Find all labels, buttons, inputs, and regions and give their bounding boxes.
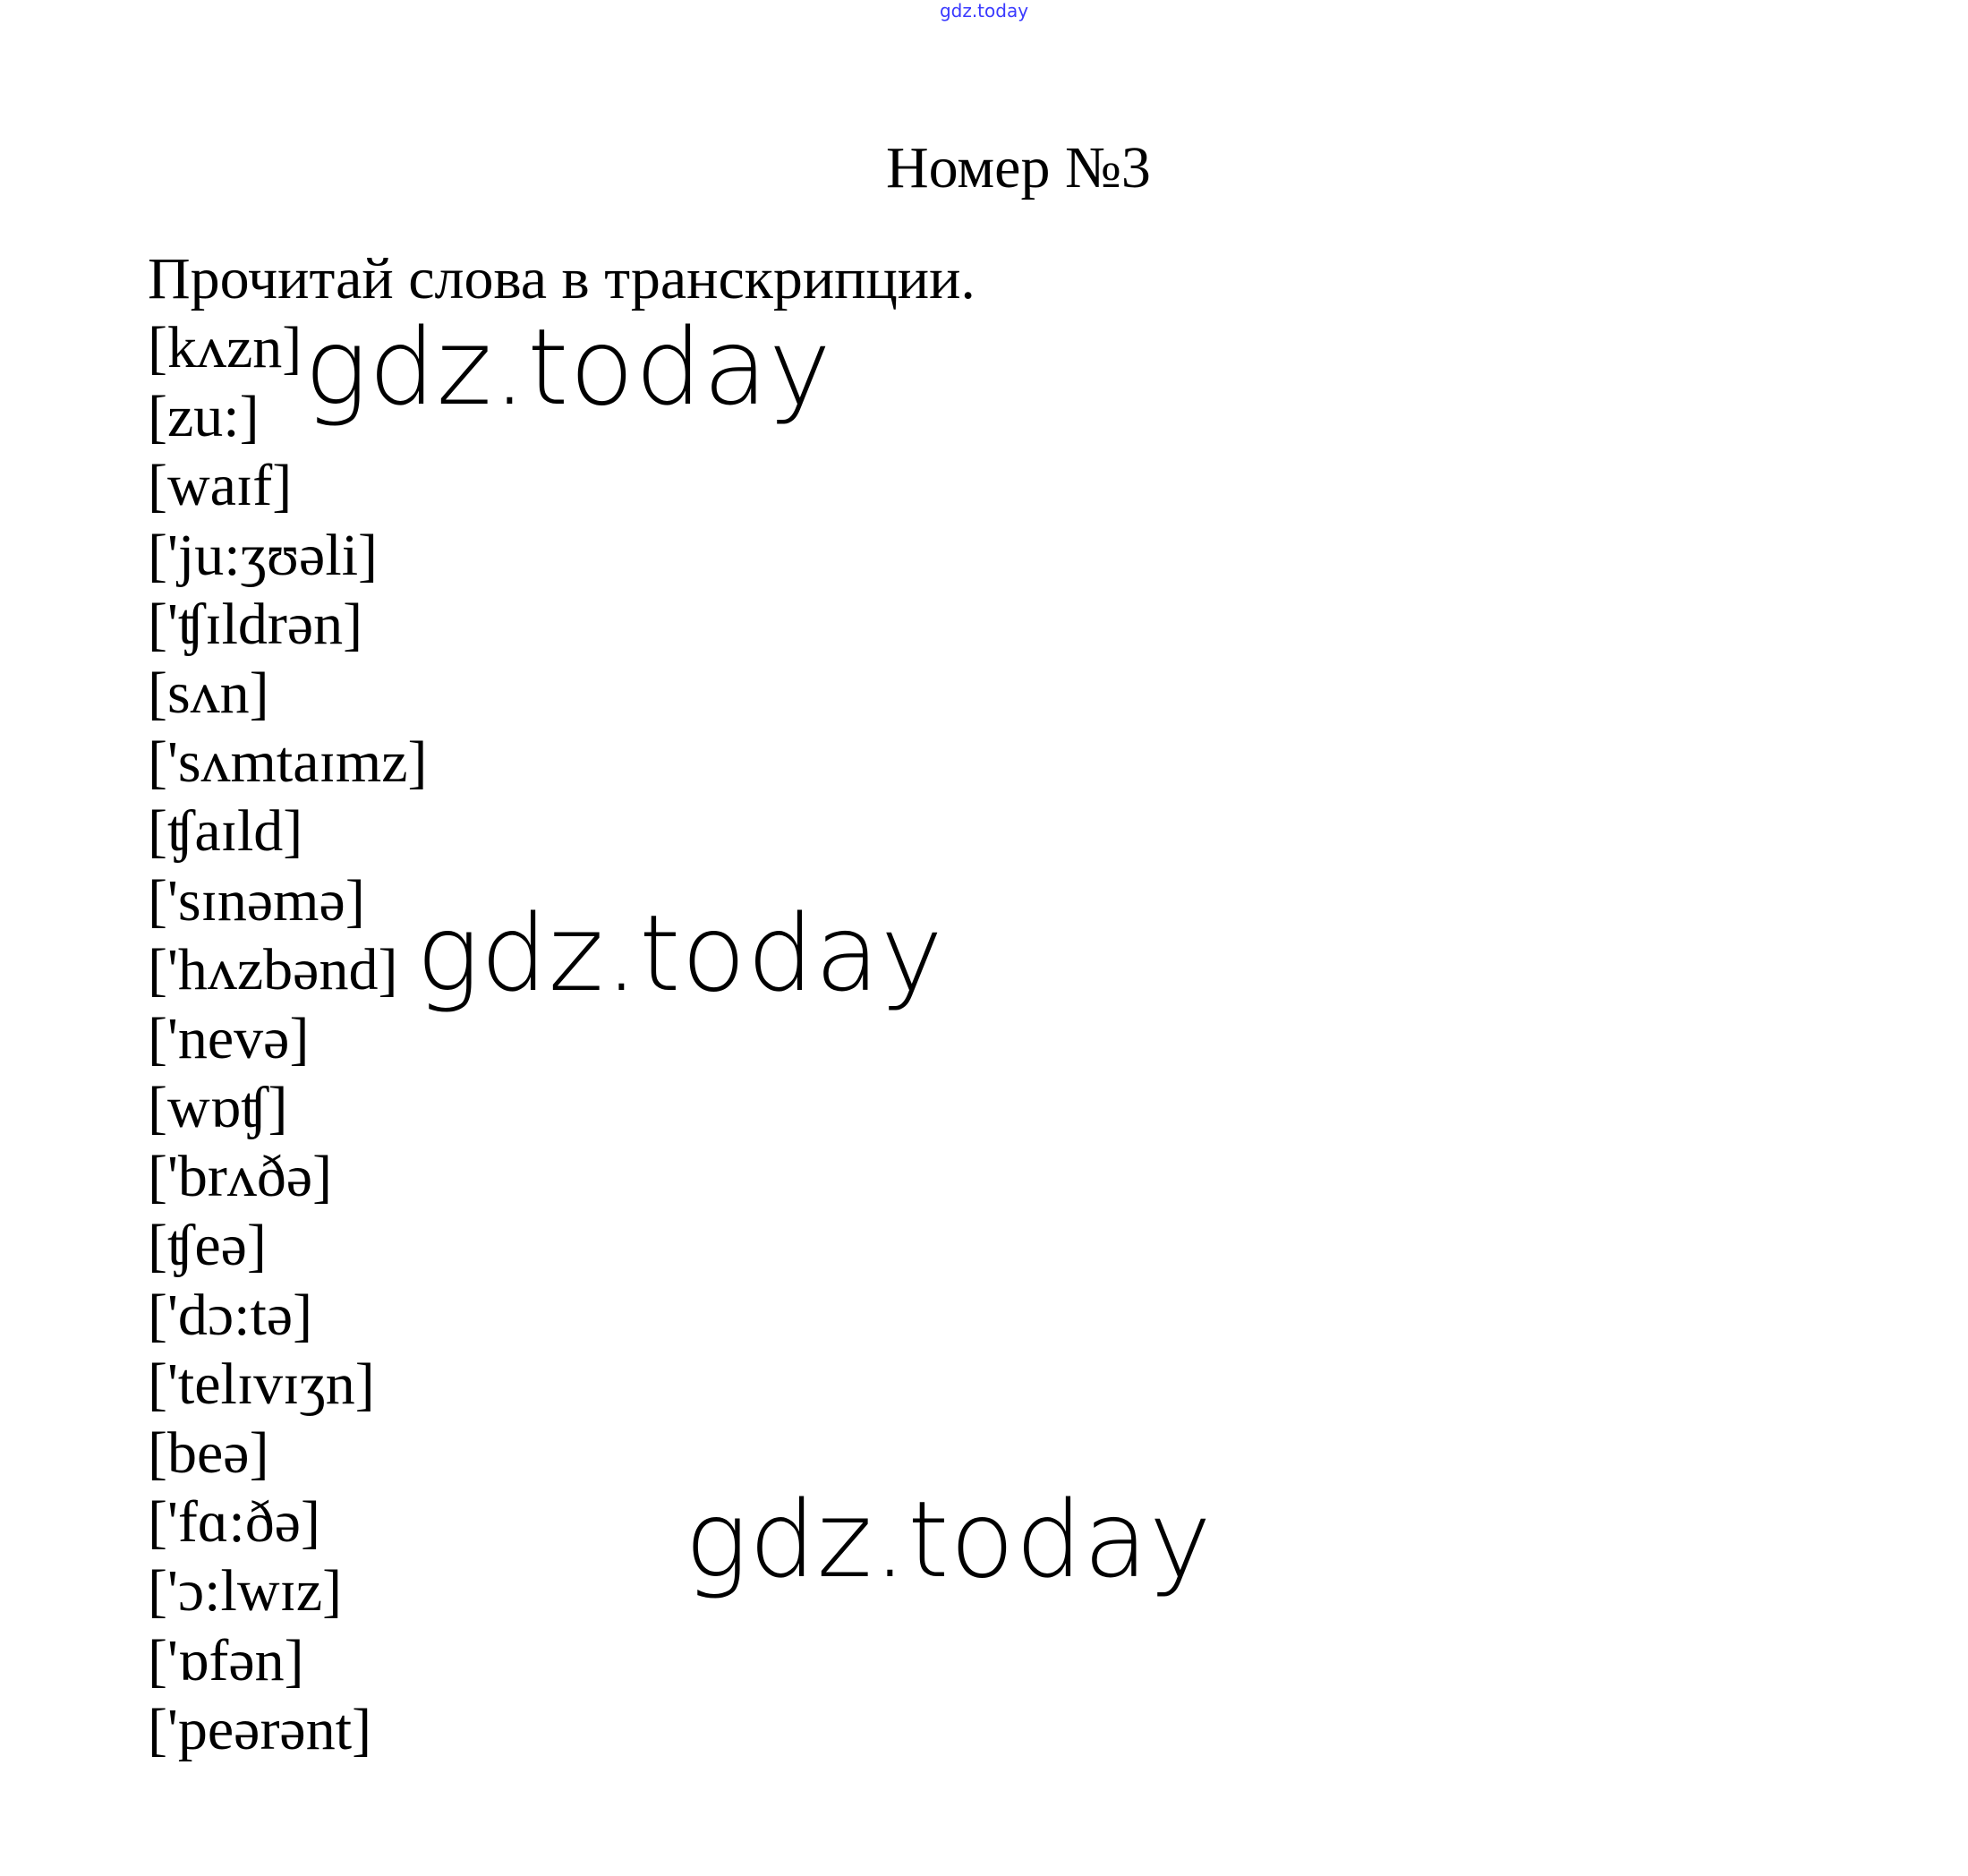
task-instruction: Прочитай слова в транскрипции. xyxy=(148,246,975,311)
transcription-item: [kʌzn] xyxy=(148,315,302,380)
transcription-item: [beə] xyxy=(148,1420,269,1486)
watermark-3: gdz.today xyxy=(685,1478,1213,1601)
transcription-item: ['ʧɪldrən] xyxy=(148,591,363,657)
top-watermark xyxy=(0,0,1968,21)
transcription-item: [wɒʧ] xyxy=(148,1075,288,1141)
transcription-item: ['ɒfən] xyxy=(148,1627,304,1693)
transcription-item: ['peərənt] xyxy=(148,1696,372,1762)
transcription-item: ['fɑ:ðə] xyxy=(148,1489,320,1556)
transcription-item: ['sʌmtaɪmz] xyxy=(148,729,428,796)
transcription-item: ['dɔ:tə] xyxy=(148,1282,313,1348)
transcription-item: ['ɔ:lwɪz] xyxy=(148,1558,343,1624)
transcription-item: ['telɪvɪʒn] xyxy=(148,1351,375,1417)
watermark-1: gdz.today xyxy=(304,305,832,429)
transcription-item: ['hʌzbənd] xyxy=(148,936,398,1002)
transcription-item: [zu:] xyxy=(148,384,260,450)
transcription-item: ['nevə] xyxy=(148,1005,310,1071)
transcription-item: ['brʌðə] xyxy=(148,1144,333,1210)
transcription-item: ['ju:ʒʊəli] xyxy=(148,522,379,588)
watermark-2: gdz.today xyxy=(416,891,944,1015)
page-title: Номер №3 xyxy=(886,135,1151,200)
transcription-item: ['sɪnəmə] xyxy=(148,867,365,934)
transcription-item: [waɪf] xyxy=(148,453,293,519)
transcription-item: [sʌn] xyxy=(148,660,269,726)
transcription-item: [ʧeə] xyxy=(148,1213,267,1279)
top-watermark-text: gdz.today xyxy=(939,0,1029,21)
transcription-item: [ʧaɪld] xyxy=(148,798,303,865)
transcription-list xyxy=(148,313,427,1764)
